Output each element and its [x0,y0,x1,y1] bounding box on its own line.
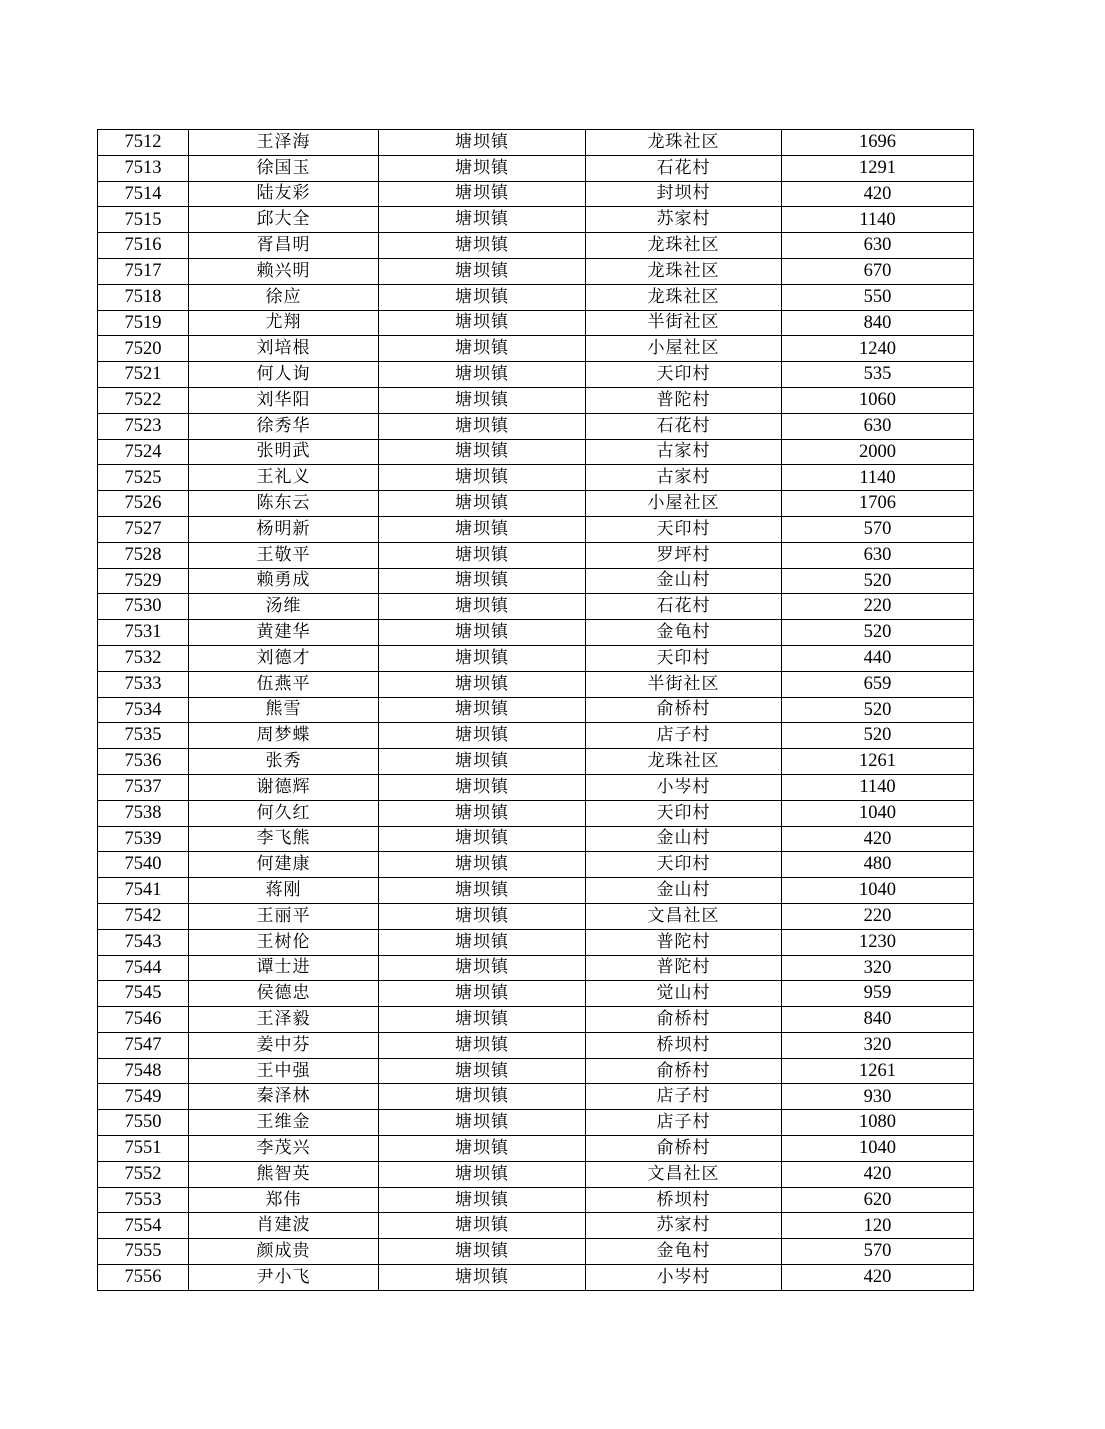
name-cell: 颜成贵 [189,1239,379,1265]
amount-cell: 1140 [782,207,974,233]
record-id-cell: 7532 [98,645,189,671]
village-cell: 古家村 [586,465,782,491]
amount-cell: 930 [782,1084,974,1110]
town-cell: 塘坝镇 [379,1136,586,1162]
table-row [98,362,974,388]
table-row [98,671,974,697]
village-cell: 店子村 [586,1110,782,1136]
name-cell: 王泽毅 [189,1007,379,1033]
village-cell: 龙珠社区 [586,284,782,310]
name-cell: 刘德才 [189,645,379,671]
table-row [98,1265,974,1291]
village-cell: 天印村 [586,800,782,826]
table-row [98,465,974,491]
town-cell: 塘坝镇 [379,800,586,826]
table-row [98,723,974,749]
table-row [98,981,974,1007]
name-cell: 伍燕平 [189,671,379,697]
town-cell: 塘坝镇 [379,749,586,775]
village-cell: 文昌社区 [586,1161,782,1187]
table-row [98,130,974,156]
town-cell: 塘坝镇 [379,929,586,955]
village-cell: 文昌社区 [586,903,782,929]
name-cell: 尹小飞 [189,1265,379,1291]
record-id-cell: 7536 [98,749,189,775]
table-row [98,1136,974,1162]
record-id-cell: 7515 [98,207,189,233]
amount-cell: 1140 [782,774,974,800]
amount-cell: 840 [782,310,974,336]
village-cell: 金山村 [586,826,782,852]
table-row [98,1161,974,1187]
amount-cell: 620 [782,1187,974,1213]
table-row [98,284,974,310]
village-cell: 石花村 [586,594,782,620]
record-id-cell: 7555 [98,1239,189,1265]
town-cell: 塘坝镇 [379,620,586,646]
amount-cell: 1230 [782,929,974,955]
name-cell: 侯德忠 [189,981,379,1007]
record-id-cell: 7525 [98,465,189,491]
name-cell: 王维金 [189,1110,379,1136]
record-id-cell: 7554 [98,1213,189,1239]
amount-cell: 1040 [782,800,974,826]
town-cell: 塘坝镇 [379,1007,586,1033]
village-cell: 俞桥村 [586,697,782,723]
amount-cell: 1240 [782,336,974,362]
amount-cell: 550 [782,284,974,310]
table-row [98,697,974,723]
record-id-cell: 7540 [98,852,189,878]
name-cell: 黄建华 [189,620,379,646]
record-id-cell: 7544 [98,955,189,981]
town-cell: 塘坝镇 [379,826,586,852]
village-cell: 龙珠社区 [586,749,782,775]
town-cell: 塘坝镇 [379,362,586,388]
table-row [98,878,974,904]
table-row [98,594,974,620]
table-row [98,542,974,568]
record-id-cell: 7528 [98,542,189,568]
amount-cell: 959 [782,981,974,1007]
town-cell: 塘坝镇 [379,130,586,156]
table-row [98,774,974,800]
name-cell: 何久红 [189,800,379,826]
town-cell: 塘坝镇 [379,465,586,491]
record-id-cell: 7513 [98,155,189,181]
amount-cell: 630 [782,233,974,259]
amount-cell: 420 [782,826,974,852]
table-row [98,955,974,981]
amount-cell: 659 [782,671,974,697]
amount-cell: 420 [782,1161,974,1187]
amount-cell: 320 [782,955,974,981]
record-id-cell: 7524 [98,439,189,465]
table-row [98,903,974,929]
record-id-cell: 7526 [98,491,189,517]
record-id-cell: 7538 [98,800,189,826]
name-cell: 尤翔 [189,310,379,336]
village-cell: 小屋社区 [586,336,782,362]
town-cell: 塘坝镇 [379,568,586,594]
town-cell: 塘坝镇 [379,955,586,981]
amount-cell: 570 [782,516,974,542]
village-cell: 小屋社区 [586,491,782,517]
table-row [98,568,974,594]
record-id-cell: 7551 [98,1136,189,1162]
name-cell: 周梦蝶 [189,723,379,749]
village-cell: 天印村 [586,645,782,671]
town-cell: 塘坝镇 [379,774,586,800]
village-cell: 普陀村 [586,955,782,981]
village-cell: 桥坝村 [586,1032,782,1058]
village-cell: 俞桥村 [586,1136,782,1162]
record-id-cell: 7533 [98,671,189,697]
name-cell: 王丽平 [189,903,379,929]
table-row [98,1058,974,1084]
record-id-cell: 7537 [98,774,189,800]
name-cell: 张秀 [189,749,379,775]
record-id-cell: 7517 [98,258,189,284]
table-row [98,1007,974,1033]
village-cell: 天印村 [586,852,782,878]
name-cell: 胥昌明 [189,233,379,259]
town-cell: 塘坝镇 [379,491,586,517]
record-id-cell: 7543 [98,929,189,955]
village-cell: 桥坝村 [586,1187,782,1213]
village-cell: 小岑村 [586,774,782,800]
record-id-cell: 7542 [98,903,189,929]
village-cell: 金山村 [586,878,782,904]
record-id-cell: 7548 [98,1058,189,1084]
village-cell: 俞桥村 [586,1007,782,1033]
name-cell: 杨明新 [189,516,379,542]
village-cell: 天印村 [586,516,782,542]
table-row [98,826,974,852]
town-cell: 塘坝镇 [379,671,586,697]
amount-cell: 1261 [782,749,974,775]
amount-cell: 535 [782,362,974,388]
record-id-cell: 7512 [98,130,189,156]
name-cell: 刘华阳 [189,387,379,413]
amount-cell: 1040 [782,878,974,904]
amount-cell: 320 [782,1032,974,1058]
village-cell: 金山村 [586,568,782,594]
town-cell: 塘坝镇 [379,594,586,620]
records-table-body [98,130,974,1291]
name-cell: 秦泽林 [189,1084,379,1110]
town-cell: 塘坝镇 [379,645,586,671]
town-cell: 塘坝镇 [379,310,586,336]
amount-cell: 1696 [782,130,974,156]
town-cell: 塘坝镇 [379,284,586,310]
record-id-cell: 7531 [98,620,189,646]
table-row [98,852,974,878]
town-cell: 塘坝镇 [379,1058,586,1084]
table-row [98,1084,974,1110]
village-cell: 石花村 [586,155,782,181]
table-row [98,155,974,181]
table-row [98,1110,974,1136]
amount-cell: 840 [782,1007,974,1033]
amount-cell: 420 [782,181,974,207]
amount-cell: 630 [782,542,974,568]
name-cell: 王泽海 [189,130,379,156]
village-cell: 苏家村 [586,207,782,233]
amount-cell: 220 [782,594,974,620]
village-cell: 金龟村 [586,620,782,646]
table-row [98,645,974,671]
name-cell: 陈东云 [189,491,379,517]
name-cell: 肖建波 [189,1213,379,1239]
name-cell: 谢德辉 [189,774,379,800]
record-id-cell: 7552 [98,1161,189,1187]
town-cell: 塘坝镇 [379,207,586,233]
table-row [98,439,974,465]
name-cell: 刘培根 [189,336,379,362]
record-id-cell: 7530 [98,594,189,620]
town-cell: 塘坝镇 [379,1084,586,1110]
record-id-cell: 7514 [98,181,189,207]
village-cell: 俞桥村 [586,1058,782,1084]
amount-cell: 520 [782,697,974,723]
table-row [98,749,974,775]
amount-cell: 570 [782,1239,974,1265]
name-cell: 王礼义 [189,465,379,491]
village-cell: 罗坪村 [586,542,782,568]
table-row [98,1213,974,1239]
record-id-cell: 7520 [98,336,189,362]
table-row [98,1239,974,1265]
record-id-cell: 7518 [98,284,189,310]
town-cell: 塘坝镇 [379,981,586,1007]
record-id-cell: 7541 [98,878,189,904]
village-cell: 半街社区 [586,310,782,336]
village-cell: 店子村 [586,723,782,749]
amount-cell: 2000 [782,439,974,465]
record-id-cell: 7516 [98,233,189,259]
record-id-cell: 7556 [98,1265,189,1291]
record-id-cell: 7521 [98,362,189,388]
village-cell: 半街社区 [586,671,782,697]
town-cell: 塘坝镇 [379,697,586,723]
amount-cell: 120 [782,1213,974,1239]
village-cell: 金龟村 [586,1239,782,1265]
table-row [98,800,974,826]
village-cell: 普陀村 [586,929,782,955]
village-cell: 龙珠社区 [586,258,782,284]
record-id-cell: 7534 [98,697,189,723]
village-cell: 石花村 [586,413,782,439]
amount-cell: 520 [782,620,974,646]
amount-cell: 1060 [782,387,974,413]
record-id-cell: 7523 [98,413,189,439]
table-row [98,207,974,233]
town-cell: 塘坝镇 [379,181,586,207]
name-cell: 王敬平 [189,542,379,568]
town-cell: 塘坝镇 [379,233,586,259]
town-cell: 塘坝镇 [379,852,586,878]
amount-cell: 1261 [782,1058,974,1084]
amount-cell: 1040 [782,1136,974,1162]
amount-cell: 1140 [782,465,974,491]
town-cell: 塘坝镇 [379,155,586,181]
village-cell: 觉山村 [586,981,782,1007]
name-cell: 王中强 [189,1058,379,1084]
record-id-cell: 7522 [98,387,189,413]
name-cell: 邱大全 [189,207,379,233]
amount-cell: 670 [782,258,974,284]
table-row [98,1187,974,1213]
town-cell: 塘坝镇 [379,1187,586,1213]
table-row [98,181,974,207]
town-cell: 塘坝镇 [379,516,586,542]
amount-cell: 480 [782,852,974,878]
village-cell: 封坝村 [586,181,782,207]
town-cell: 塘坝镇 [379,336,586,362]
village-cell: 古家村 [586,439,782,465]
name-cell: 汤维 [189,594,379,620]
name-cell: 熊智英 [189,1161,379,1187]
name-cell: 徐应 [189,284,379,310]
amount-cell: 630 [782,413,974,439]
name-cell: 徐秀华 [189,413,379,439]
amount-cell: 1291 [782,155,974,181]
name-cell: 何人询 [189,362,379,388]
name-cell: 王树伦 [189,929,379,955]
town-cell: 塘坝镇 [379,878,586,904]
amount-cell: 520 [782,568,974,594]
table-row [98,620,974,646]
record-id-cell: 7550 [98,1110,189,1136]
record-id-cell: 7535 [98,723,189,749]
record-id-cell: 7527 [98,516,189,542]
name-cell: 李茂兴 [189,1136,379,1162]
town-cell: 塘坝镇 [379,723,586,749]
town-cell: 塘坝镇 [379,1213,586,1239]
town-cell: 塘坝镇 [379,258,586,284]
town-cell: 塘坝镇 [379,1032,586,1058]
amount-cell: 1706 [782,491,974,517]
table-row [98,491,974,517]
name-cell: 何建康 [189,852,379,878]
record-id-cell: 7539 [98,826,189,852]
town-cell: 塘坝镇 [379,903,586,929]
amount-cell: 440 [782,645,974,671]
town-cell: 塘坝镇 [379,1161,586,1187]
amount-cell: 220 [782,903,974,929]
table-row [98,310,974,336]
amount-cell: 520 [782,723,974,749]
table-row [98,516,974,542]
amount-cell: 420 [782,1265,974,1291]
village-cell: 天印村 [586,362,782,388]
name-cell: 郑伟 [189,1187,379,1213]
table-row [98,1032,974,1058]
records-table [97,129,974,1291]
record-id-cell: 7545 [98,981,189,1007]
amount-cell: 1080 [782,1110,974,1136]
record-id-cell: 7529 [98,568,189,594]
record-id-cell: 7546 [98,1007,189,1033]
village-cell: 苏家村 [586,1213,782,1239]
name-cell: 蒋刚 [189,878,379,904]
village-cell: 店子村 [586,1084,782,1110]
name-cell: 张明武 [189,439,379,465]
town-cell: 塘坝镇 [379,387,586,413]
record-id-cell: 7547 [98,1032,189,1058]
town-cell: 塘坝镇 [379,1265,586,1291]
name-cell: 李飞熊 [189,826,379,852]
name-cell: 谭士进 [189,955,379,981]
table-row [98,929,974,955]
record-id-cell: 7553 [98,1187,189,1213]
village-cell: 龙珠社区 [586,130,782,156]
village-cell: 龙珠社区 [586,233,782,259]
name-cell: 姜中芬 [189,1032,379,1058]
name-cell: 赖兴明 [189,258,379,284]
record-id-cell: 7549 [98,1084,189,1110]
name-cell: 徐国玉 [189,155,379,181]
name-cell: 赖勇成 [189,568,379,594]
town-cell: 塘坝镇 [379,542,586,568]
village-cell: 小岑村 [586,1265,782,1291]
record-id-cell: 7519 [98,310,189,336]
town-cell: 塘坝镇 [379,1239,586,1265]
village-cell: 普陀村 [586,387,782,413]
table-row [98,233,974,259]
table-row [98,258,974,284]
table-row [98,413,974,439]
town-cell: 塘坝镇 [379,439,586,465]
town-cell: 塘坝镇 [379,1110,586,1136]
town-cell: 塘坝镇 [379,413,586,439]
table-row [98,387,974,413]
table-row [98,336,974,362]
name-cell: 陆友彩 [189,181,379,207]
name-cell: 熊雪 [189,697,379,723]
